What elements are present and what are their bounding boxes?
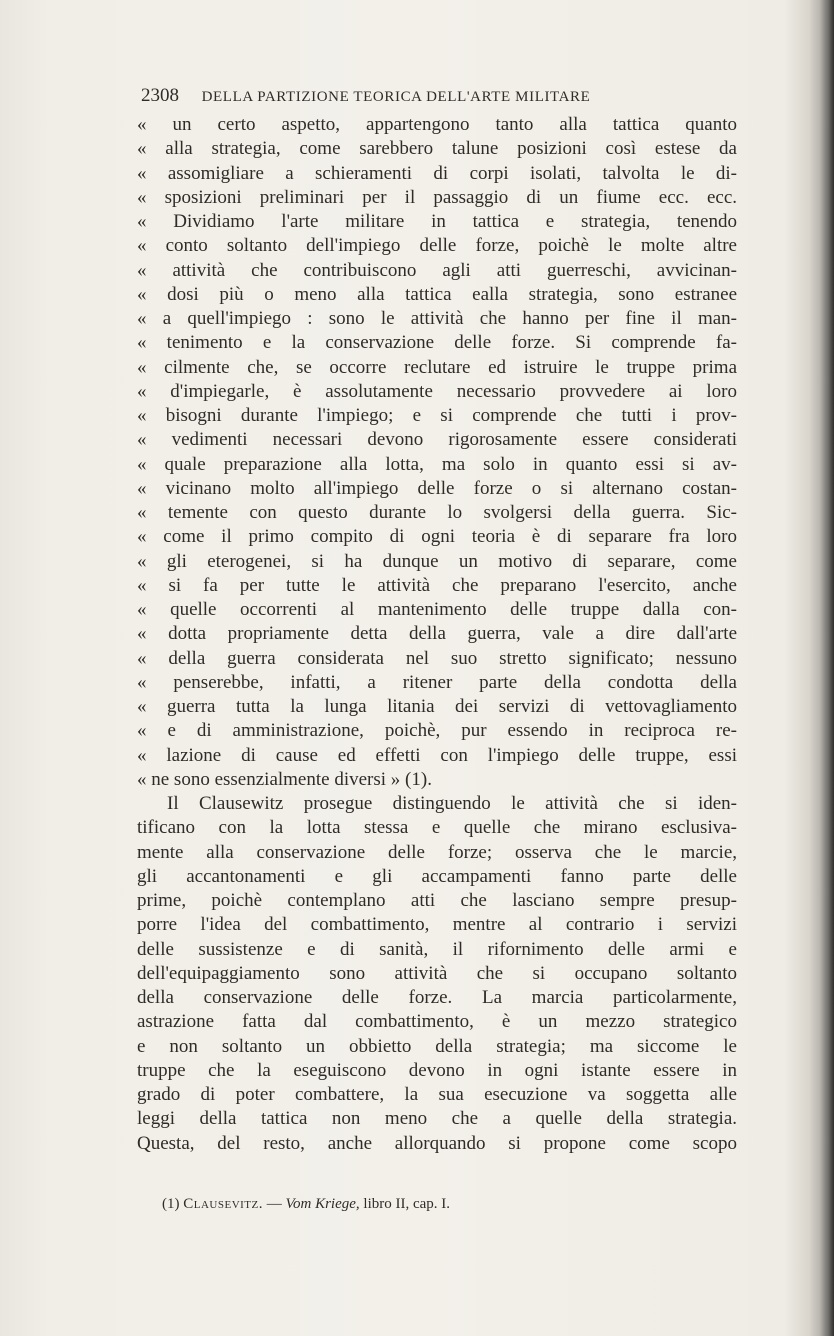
text-line: « Dividiamo l'arte militare in tattica e strategia, tenendo: [137, 211, 737, 232]
text-line: « quelle occorrenti al mantenimento delle truppe dalla con-: [137, 599, 737, 620]
text-line: « un certo aspetto, appartengono tanto alla tattica quanto: [137, 114, 737, 135]
text-line: « conto soltanto dell'impiego delle forze, poichè le molte altre: [137, 235, 737, 257]
text-line: Questa, del resto, anche allorquando si propone come scopo: [137, 1132, 737, 1154]
text-line: « vedimenti necessari devono rigorosamente essere considerati: [137, 429, 737, 451]
text-line: « attività che contribuiscono agli atti guerreschi, avvicinan-: [137, 259, 737, 281]
footnote-dash: —: [266, 1196, 282, 1212]
text-line: truppe che la eseguiscono devono in ogni istante essere in: [137, 1059, 737, 1081]
page-header: [141, 85, 741, 109]
body-text: [137, 113, 737, 1156]
page-number: 2308: [141, 85, 179, 106]
footnote-reference: libro II, cap. I.: [363, 1196, 451, 1212]
text-line: e non soltanto un obbietto della strategia; ma siccome le: [137, 1035, 737, 1057]
text-line: astrazione fatta dal combattimento, è un mezzo strategico: [137, 1011, 737, 1033]
paragraph-first-line: Il Clausewitz prosegue distinguendo le attività che si iden-: [167, 793, 737, 814]
text-line: delle sussistenze e di sanità, il rifornimento delle armi e: [137, 938, 737, 960]
text-line: « della guerra considerata nel suo stretto significato; nessuno: [137, 647, 737, 669]
text-line: prime, poichè contemplano atti che lasciano sempre presup-: [137, 890, 737, 911]
text-line: « gli eterogenei, si ha dunque un motivo di separare, come: [137, 550, 737, 572]
text-line: « guerra tutta la lunga litania dei servizi di vettovagliamento: [137, 696, 737, 717]
footnote-work-title: Vom Kriege,: [285, 1196, 360, 1212]
text-line: « tenimento e la conservazione delle forze. Si comprende fa-: [137, 332, 737, 354]
text-line: « bisogni durante l'impiego; e si comprende che tutti i prov-: [137, 405, 737, 426]
footnote: [162, 1196, 722, 1213]
text-line: mente alla conservazione delle forze; osserva che le marcie,: [137, 841, 737, 863]
text-line: « come il primo compito di ogni teoria è di separare fra loro: [137, 526, 737, 548]
text-line: « vicinano molto all'impiego delle forze o si alternano costan-: [137, 477, 737, 499]
text-line: dell'equipaggiamento sono attività che si occupano soltanto: [137, 962, 737, 984]
text-line: « a quell'impiego : sono le attività che hanno per fine il man-: [137, 308, 737, 329]
text-line: « ne sono essenzialmente diversi » (1).: [137, 768, 432, 790]
text-line: « dotta propriamente detta della guerra, vale a dire dall'arte: [137, 623, 737, 645]
text-line: « cilmente che, se occorre reclutare ed istruire le truppe prima: [137, 356, 737, 378]
text-line: « d'impiegarle, è assolutamente necessario provvedere ai loro: [137, 380, 737, 402]
text-line: « sposizioni preliminari per il passaggio di un fiume ecc. ecc.: [137, 186, 737, 208]
text-line: « quale preparazione alla lotta, ma solo in quanto essi si av-: [137, 453, 737, 475]
text-line: « alla strategia, come sarebbero talune posizioni così estese da: [137, 138, 737, 160]
footnote-marker: (1): [162, 1196, 180, 1212]
text-line: « lazione di cause ed effetti con l'impiego delle truppe, essi: [137, 744, 737, 766]
text-line: « e di amministrazione, poichè, pur essendo in reciproca re-: [137, 720, 737, 742]
text-line: « penserebbe, infatti, a ritener parte della condotta della: [137, 671, 737, 693]
text-line: tificano con la lotta stessa e quelle che mirano esclusiva-: [137, 817, 737, 839]
running-title: DELLA PARTIZIONE TEORICA DELL'ARTE MILITARE: [201, 89, 591, 105]
text-line: « si fa per tutte le attività che preparano l'esercito, anche: [137, 574, 737, 596]
text-line: grado di poter combattere, la sua esecuzione va soggetta alle: [137, 1084, 737, 1105]
scan-shadow-edge: [820, 0, 834, 1336]
text-line: leggi della tattica non meno che a quelle della strategia.: [137, 1108, 737, 1130]
footnote-author: Clausevitz.: [183, 1196, 263, 1212]
text-line: porre l'idea del combattimento, mentre al contrario i servizi: [137, 914, 737, 936]
text-line: « temente con questo durante lo svolgersi della guerra. Sic-: [137, 502, 737, 523]
text-line: « dosi più o meno alla tattica ealla strategia, sono estranee: [137, 283, 737, 305]
text-line: della conservazione delle forze. La marcia particolarmente,: [137, 987, 737, 1008]
text-line: « assomigliare a schieramenti di corpi isolati, talvolta le di-: [137, 162, 737, 184]
text-line: gli accantonamenti e gli accampamenti fanno parte delle: [137, 865, 737, 887]
